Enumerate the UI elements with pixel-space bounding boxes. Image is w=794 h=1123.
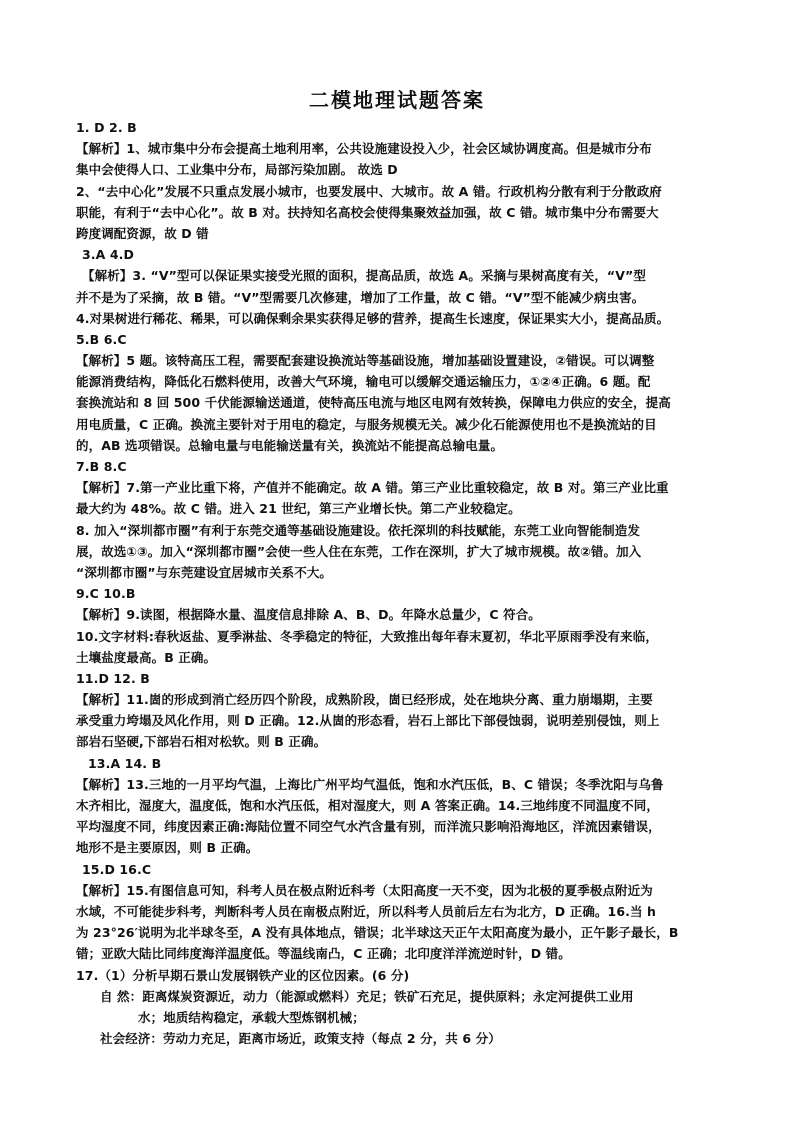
answer-line: 5.B 6.C (76, 331, 127, 347)
explanation-line: 跨度调配资源，故 D 错 (76, 225, 209, 241)
explanation-line: 展，故选①③。加入“深圳都市圈”会使一些人住在东莞，工作在深圳，扩大了城市规模。故②错。加入 (76, 543, 642, 559)
answer-social-factors: 社会经济：劳动力充足，距离市场近，政策支持（每点 2 分，共 6 分） (100, 1031, 501, 1047)
question-line: 17.（1）分析早期石景山发展钢铁产业的区位因素。(6 分) (76, 967, 410, 983)
explanation-line: 【解析】1、城市集中分布会提高土地利用率，公共设施建设投入少，社会区域协调度高。但是城市分布 (76, 141, 652, 157)
explanation-line: 4.对果树进行稀花、稀果，可以确保剩余果实获得足够的营养，提高生长速度，保证果实大小，提高品质。 (76, 310, 670, 326)
explanation-line: 【解析】11.崮的形成到消亡经历四个阶段，成熟阶段，崮已经形成，处在地块分离、重力崩塌期，主要 (76, 692, 653, 708)
answer-line: 7.B 8.C (76, 459, 127, 474)
explanation-line: 水域，不可能徒步科考，判断科考人员在南极点附近，所以科考人员前后左右为北方，D 正确。16.当 h (76, 903, 657, 919)
answer-content (76, 117, 722, 1049)
explanation-line: 为 23°26′说明为北半球冬至，A 没有具体地点，错误；北半球这天正午太阳高度为最小，正午影子最长，B (76, 925, 679, 941)
explanation-line: 部岩石坚硬,下部岩石相对松软。则 B 正确。 (76, 734, 327, 750)
explanation-line: 最大约为 48%。故 C 错。进入 21 世纪，第三产业增长快。第二产业较稳定。 (76, 501, 521, 517)
explanation-line: 能源消费结构，降低化石燃料使用，改善大气环境，输电可以缓解交通运输压力，①②④正确。6 题。配 (76, 374, 651, 390)
explanation-line: 的，AB 选项错误。总输电量与电能输送量有关，换流站不能提高总输电量。 (76, 437, 504, 453)
explanation-line: 【解析】3. “V”型可以保证果实接受光照的面积，提高品质，故选 A。采摘与果树高度有关，“V”型 (82, 268, 646, 284)
explanation-line: 并不是为了采摘，故 B 错。“V”型需要几次修建，增加了工作量，故 C 错。“V”型不能减少病虫害。 (76, 289, 645, 305)
answer-line: 13.A 14. B (88, 755, 162, 771)
answer-line: 3.A 4.D (82, 247, 134, 263)
page-title: 二模地理试题答案 (309, 88, 485, 112)
explanation-line: 平均湿度不同，纬度因素正确:海陆位置不同空气水汽含量有别，而洋流只影响沿海地区，洋流因素错误， (76, 819, 661, 835)
explanation-line: 地形不是主要原因，则 B 正确。 (76, 840, 259, 856)
explanation-line: 集中会使得人口、工业集中分布，局部污染加剧。 故选 D (76, 162, 398, 178)
explanation-line: 【解析】7.第一产业比重下将，产值并不能确定。故 A 错。第三产业比重较稳定，故 B 对。第三产业比重 (76, 480, 669, 496)
answer-natural-factors: 自 然：距离煤炭资源近，动力（能源或燃料）充足；铁矿石充足，提供原料；永定河提供工业用 (100, 988, 634, 1004)
explanation-line: 8. 加入“深圳都市圈”有利于东莞交通等基础设施建设。依托深圳的科技赋能，东莞工业向智能制造发 (76, 522, 640, 538)
explanation-line: 10.文字材料:春秋返盐、夏季淋盐、冬季稳定的特征，大致推出每年春末夏初，华北平原雨季没有来临， (76, 628, 658, 644)
explanation-line: 【解析】5 题。该特高压工程，需要配套建设换流站等基础设施，增加基础设置建设，②错误。可以调整 (76, 353, 655, 369)
answer-line: 15.D 16.C (82, 861, 152, 877)
explanation-line: 【解析】15.有图信息可知，科考人员在极点附近科考（太阳高度一天不变，因为北极的夏季极点附近为 (76, 882, 653, 898)
answer-line: 9.C 10.B (76, 586, 136, 602)
explanation-line: 错；亚欧大陆比同纬度海洋温度低。等温线南凸，C 正确；北印度洋洋流逆时针，D 错。 (76, 946, 571, 962)
explanation-line: 土壤盐度最高。B 正确。 (76, 649, 217, 665)
explanation-line: 用电质量，C 正确。换流主要针对于用电的稳定，与服务规模无关。减少化石能源使用也不是换流站的目 (76, 416, 657, 432)
explanation-line: 【解析】9.读图，根据降水量、温度信息排除 A、B、D。年降水总量少，C 符合。 (76, 607, 541, 623)
explanation-line: “深圳都市圈”与东莞建设宜居城市关系不大。 (76, 564, 333, 580)
explanation-line: 木齐相比，湿度大，温度低，饱和水汽压低，相对湿度大，则 A 答案正确。14.三地纬度不同温度不同， (76, 798, 659, 813)
explanation-line: 承受重力垮塌及风化作用，则 D 正确。12.从崮的形态看，岩石上部比下部侵蚀弱，说明差别侵蚀，则上 (76, 713, 660, 729)
answer-line: 1. D 2. B (76, 120, 137, 135)
answer-line: 11.D 12. B (76, 670, 150, 686)
explanation-line: 职能，有利于“去中心化”。故 B 对。扶持知名高校会使得集聚效益加强，故 C 错。城市集中分布需要大 (76, 204, 659, 220)
explanation-line: 【解析】13.三地的一月平均气温，上海比广州平均气温低，饱和水汽压低，B、C 错误；冬季沈阳与乌鲁 (76, 776, 664, 792)
explanation-line: 套换流站和 8 回 500 千伏能源输送通道，使特高压电流与地区电网有效转换，保障电力供应的安全，提高 (76, 395, 671, 411)
answer-natural-factors-cont: 水；地质结构稳定，承载大型炼钢机械； (138, 1009, 365, 1025)
explanation-line: 2、“去中心化”发展不只重点发展小城市，也要发展中、大城市。故 A 错。行政机构分散有利于分散政府 (76, 183, 662, 199)
